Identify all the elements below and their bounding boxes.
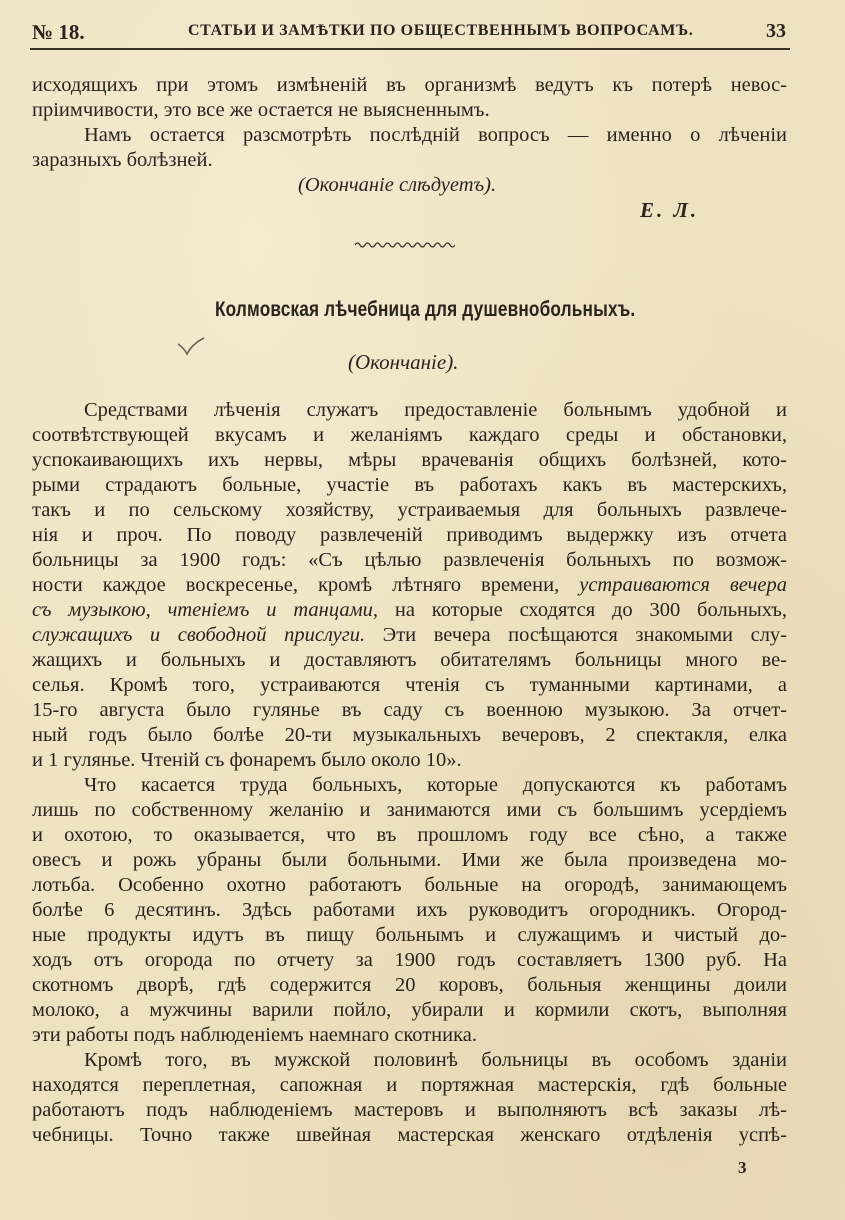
text-line: и охотою, то оказывается, что въ прошломъ году все сѣно, а также [32, 824, 787, 846]
text-line: жащихъ и больныхъ и доставляютъ обитателямъ больницы много ве- [32, 649, 787, 671]
text-line: работаютъ подъ наблюденіемъ мастеровъ и выполняютъ всѣ заказы лѣ- [32, 1099, 787, 1121]
author-signature: Е. Л. [640, 198, 700, 222]
text-line: Намъ остается разсмотрѣть послѣдній вопросъ — именно о лѣченіи [84, 124, 787, 146]
continuation-note: (Окончаніе слѣдуетъ). [298, 174, 497, 196]
text-line: лотьба. Особенно охотно работаютъ больные на огородѣ, занимающемъ [32, 874, 787, 896]
text-line: и 1 гулянье. Чтеній съ фонаремъ было около 10». [32, 749, 462, 771]
text-span: ности каждое воскресенье, кромѣ лѣтняго времени, [32, 574, 560, 596]
text-line: успокаивающихъ ихъ нервы, мѣры врачеванія общихъ болѣзней, кото- [32, 449, 787, 471]
text-line: Что касается труда больныхъ, которые допускаются къ работамъ [84, 774, 787, 796]
running-title: СТАТЬИ И ЗАМѢТКИ ПО ОБЩЕСТВЕННЫМЪ ВОПРОСАМЪ. [188, 22, 694, 39]
italic-span: съ музыкою, чтеніемъ и танцами, [32, 599, 379, 621]
text-line: пріимчивости, это все же остается не выясненнымъ. [32, 99, 490, 121]
text-line: рыми страдаютъ больные, участіе въ работахъ какъ въ мастерскихъ, [32, 474, 787, 496]
text-line: нія и проч. По поводу развлеченій приводимъ выдержку изъ отчета [32, 524, 787, 546]
article-subtitle: (Окончаніе). [348, 350, 459, 374]
text-line: молоко, а мужчины варили пойло, убирали и кормили скотъ, выполняя [32, 999, 787, 1021]
text-line: ходъ отъ огорода по отчету за 1900 годъ составляетъ 1300 руб. На [32, 949, 787, 971]
text-line: ные продукты идутъ въ пищу больнымъ и служащимъ и чистый до- [32, 924, 787, 946]
pencil-check-mark [176, 336, 206, 358]
text-span: Эти вечера посѣщаются знакомыми слу- [382, 624, 787, 646]
text-line: Средствами лѣченія служатъ предоставленіе больнымъ удобной и [84, 399, 787, 421]
page-number: 33 [766, 20, 786, 42]
issue-number: № 18. [32, 20, 85, 44]
text-line: чебницы. Точно также швейная мастерская женскаго отдѣленія успѣ- [32, 1124, 787, 1146]
text-line: 15-го августа было гулянье въ саду съ военною музыкою. За отчет- [32, 699, 787, 721]
text-line: эти работы подъ наблюденіемъ наемнаго скотника. [32, 1024, 477, 1046]
text-line: ный годъ было болѣе 20-ти музыкальныхъ вечеровъ, 2 спектакля, елка [32, 724, 787, 746]
text-line: находятся переплетная, сапожная и портяжная мастерскія, гдѣ больные [32, 1074, 787, 1096]
signature-mark: 3 [738, 1158, 747, 1177]
text-line: лишь по собственному желанію и занимаются ими съ большимъ усердіемъ [32, 799, 787, 821]
text-line: соотвѣтствующей вкусамъ и желаніямъ каждаго среды и обстановки, [32, 424, 787, 446]
text-line-mixed [32, 598, 787, 623]
text-span: на которые сходятся до 300 больныхъ, [394, 599, 787, 621]
text-line: селья. Кромѣ того, устраиваются чтенія съ туманными картинами, а [32, 674, 787, 696]
text-line: скотномъ дворѣ, гдѣ содержится 20 коровъ, больныя женщины доили [32, 974, 787, 996]
ornamental-divider [355, 240, 455, 250]
text-line: Кромѣ того, въ мужской половинѣ больницы въ особомъ зданіи [84, 1049, 787, 1071]
text-line-mixed [32, 623, 787, 648]
italic-span: устраиваются вечера [579, 574, 787, 596]
text-line: такъ и по сельскому хозяйству, устраиваемыя для больныхъ развлече- [32, 499, 787, 521]
text-line: заразныхъ болѣзней. [32, 149, 213, 171]
text-line: овесъ и рожь убраны были больными. Ими же была произведена мо- [32, 849, 787, 871]
text-line: исходящихъ при этомъ измѣненій въ организмѣ ведутъ къ потерѣ невос- [32, 74, 787, 96]
text-line: больницы за 1900 годъ: «Съ цѣлью развлеченія больныхъ по возмож- [32, 549, 787, 571]
article-title: Колмовская лѣчебница для душевнобольныхъ. [215, 298, 636, 321]
text-line: болѣе 6 десятинъ. Здѣсь работами ихъ руководитъ огородникъ. Огород- [32, 899, 787, 921]
italic-span: служащихъ и свободной прислуги. [32, 624, 366, 646]
running-header [30, 20, 790, 50]
text-line-mixed [32, 573, 787, 598]
